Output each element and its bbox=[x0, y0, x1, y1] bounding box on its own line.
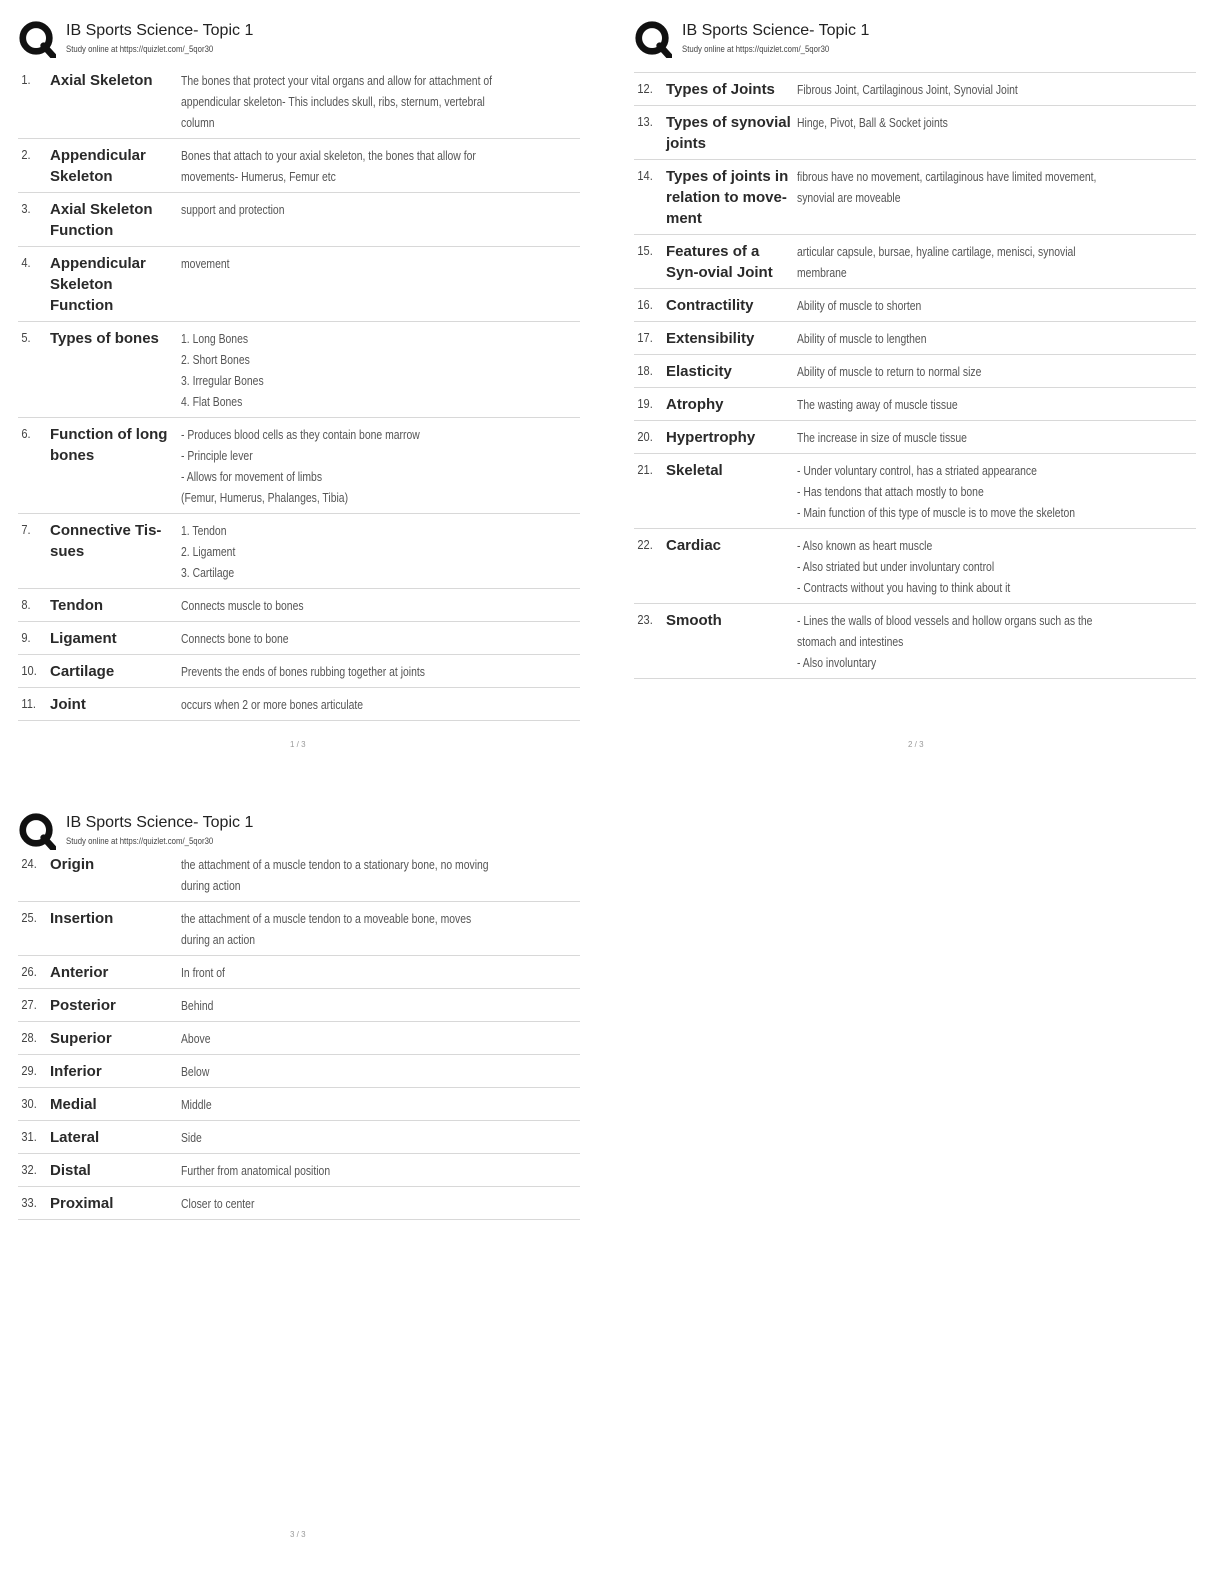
quizlet-q-icon bbox=[18, 812, 56, 850]
term-row bbox=[18, 514, 580, 589]
term-row bbox=[634, 529, 1196, 604]
term-row bbox=[18, 848, 580, 902]
term-definition: - Under voluntary control, has a striated appearance - Has tendons that attach mostly to bone - Main function of this type of muscle is to move the skeleton bbox=[797, 463, 1076, 520]
term-label: Axial Skeleton Function bbox=[50, 201, 153, 239]
term-label: Anterior bbox=[50, 964, 109, 981]
study-link[interactable]: Study online at https://quizlet.com/_5qor30 bbox=[66, 836, 214, 847]
term-number: 7. bbox=[21, 522, 31, 537]
term-row bbox=[18, 193, 580, 247]
term-definition: The bones that protect your vital organs and allow for attachment of appendicular skeleton- This includes skull, ribs, sternum, vertebral column bbox=[181, 73, 493, 130]
term-number: 20. bbox=[637, 429, 653, 444]
term-definition: movement bbox=[181, 256, 230, 271]
term-number: 3. bbox=[21, 201, 31, 216]
page-header bbox=[18, 810, 580, 856]
term-number: 23. bbox=[637, 612, 653, 627]
term-number: 2. bbox=[21, 147, 31, 162]
term-row bbox=[634, 289, 1196, 322]
term-definition: Behind bbox=[181, 998, 214, 1013]
term-row bbox=[634, 604, 1196, 679]
term-definition: Closer to center bbox=[181, 1196, 255, 1211]
term-row bbox=[634, 388, 1196, 421]
term-row bbox=[18, 655, 580, 688]
term-label: Types of Joints bbox=[666, 81, 775, 98]
page-1 bbox=[18, 18, 580, 721]
term-number: 17. bbox=[637, 330, 653, 345]
term-label: Connective Tis-sues bbox=[50, 522, 162, 560]
study-link[interactable]: Study online at https://quizlet.com/_5qor30 bbox=[682, 44, 830, 55]
term-number: 26. bbox=[21, 964, 37, 979]
term-number: 5. bbox=[21, 330, 31, 345]
term-number: 21. bbox=[637, 462, 653, 477]
page-title: IB Sports Science- Topic 1 bbox=[682, 22, 870, 39]
term-row bbox=[634, 355, 1196, 388]
term-label: Types of bones bbox=[50, 330, 159, 347]
term-definition: 1. Long Bones 2. Short Bones 3. Irregular Bones 4. Flat Bones bbox=[181, 331, 264, 409]
term-number: 18. bbox=[637, 363, 653, 378]
term-number: 16. bbox=[637, 297, 653, 312]
term-row bbox=[18, 1121, 580, 1154]
term-number: 27. bbox=[21, 997, 37, 1012]
term-list bbox=[18, 848, 580, 1220]
page-title: IB Sports Science- Topic 1 bbox=[66, 22, 254, 39]
term-label: Features of a Syn-ovial Joint bbox=[666, 243, 773, 281]
term-number: 29. bbox=[21, 1063, 37, 1078]
term-row bbox=[634, 454, 1196, 529]
term-row bbox=[18, 688, 580, 721]
term-row bbox=[634, 73, 1196, 106]
term-label: Origin bbox=[50, 856, 95, 873]
term-label: Contractility bbox=[666, 297, 754, 314]
term-row bbox=[18, 418, 580, 514]
term-definition: In front of bbox=[181, 965, 225, 980]
term-definition: Side bbox=[181, 1130, 202, 1145]
term-row bbox=[18, 1022, 580, 1055]
term-row bbox=[634, 106, 1196, 160]
term-definition: Middle bbox=[181, 1097, 212, 1112]
term-definition: occurs when 2 or more bones articulate bbox=[181, 697, 364, 712]
term-row bbox=[18, 902, 580, 956]
term-number: 28. bbox=[21, 1030, 37, 1045]
term-label: Extensibility bbox=[666, 330, 755, 347]
term-definition: the attachment of a muscle tendon to a moveable bone, moves during an action bbox=[181, 911, 472, 947]
term-row bbox=[634, 322, 1196, 355]
term-definition: Above bbox=[181, 1031, 211, 1046]
term-number: 32. bbox=[21, 1162, 37, 1177]
page-header bbox=[634, 18, 1196, 64]
term-number: 6. bbox=[21, 426, 31, 441]
term-number: 31. bbox=[21, 1129, 37, 1144]
term-label: Appendicular Skeleton bbox=[50, 147, 146, 185]
term-definition: Ability of muscle to lengthen bbox=[797, 331, 927, 346]
term-label: Joint bbox=[50, 696, 86, 713]
term-number: 24. bbox=[21, 856, 37, 871]
term-number: 14. bbox=[637, 168, 653, 183]
term-label: Elasticity bbox=[666, 363, 732, 380]
term-label: Superior bbox=[50, 1030, 112, 1047]
term-label: Cardiac bbox=[666, 537, 722, 554]
term-definition: 1. Tendon 2. Ligament 3. Cartilage bbox=[181, 523, 236, 580]
term-definition: - Also known as heart muscle - Also striated but under involuntary control - Contracts without you having to think about it bbox=[797, 538, 1011, 595]
term-number: 25. bbox=[21, 910, 37, 925]
term-definition: Prevents the ends of bones rubbing together at joints bbox=[181, 664, 425, 679]
term-label: Proximal bbox=[50, 1195, 114, 1212]
term-definition: The wasting away of muscle tissue bbox=[797, 397, 958, 412]
term-definition: - Produces blood cells as they contain bone marrow - Principle lever - Allows for movement of limbs (Femur, Humerus, Phalanges, Tibia) bbox=[181, 427, 420, 505]
term-label: Axial Skeleton bbox=[50, 72, 153, 89]
page-3 bbox=[18, 810, 580, 1220]
term-row bbox=[634, 235, 1196, 289]
term-row bbox=[18, 989, 580, 1022]
term-row bbox=[18, 1055, 580, 1088]
term-label: Types of synovial joints bbox=[666, 114, 791, 152]
term-number: 9. bbox=[21, 630, 31, 645]
page-number: 3 / 3 bbox=[290, 1530, 306, 1539]
term-label: Distal bbox=[50, 1162, 91, 1179]
term-definition: articular capsule, bursae, hyaline cartilage, menisci, synovial membrane bbox=[797, 244, 1076, 280]
term-number: 10. bbox=[21, 663, 37, 678]
term-row bbox=[18, 1154, 580, 1187]
term-row bbox=[18, 622, 580, 655]
term-list bbox=[634, 72, 1196, 679]
term-number: 30. bbox=[21, 1096, 37, 1111]
term-row bbox=[18, 1088, 580, 1121]
term-definition: - Lines the walls of blood vessels and hollow organs such as the stomach and intestines - Also involuntary bbox=[797, 613, 1093, 670]
term-number: 12. bbox=[637, 81, 653, 96]
study-link[interactable]: Study online at https://quizlet.com/_5qor30 bbox=[66, 44, 214, 55]
term-definition: Hinge, Pivot, Ball & Socket joints bbox=[797, 115, 948, 130]
term-row bbox=[18, 589, 580, 622]
term-row bbox=[18, 956, 580, 989]
term-label: Cartilage bbox=[50, 663, 115, 680]
term-definition: the attachment of a muscle tendon to a stationary bone, no moving during action bbox=[181, 857, 489, 893]
term-row bbox=[18, 1187, 580, 1220]
term-label: Tendon bbox=[50, 597, 104, 614]
term-label: Skeletal bbox=[666, 462, 723, 479]
term-row bbox=[18, 139, 580, 193]
term-definition: fibrous have no movement, cartilaginous have limited movement, synovial are moveable bbox=[797, 169, 1097, 205]
term-label: Ligament bbox=[50, 630, 117, 647]
term-number: 33. bbox=[21, 1195, 37, 1210]
term-row bbox=[634, 421, 1196, 454]
term-label: Smooth bbox=[666, 612, 722, 629]
term-label: Appendicular Skeleton Function bbox=[50, 255, 146, 314]
term-label: Atrophy bbox=[666, 396, 724, 413]
term-row bbox=[18, 322, 580, 418]
term-number: 4. bbox=[21, 255, 31, 270]
term-list bbox=[18, 64, 580, 721]
quizlet-q-icon bbox=[18, 20, 56, 58]
term-label: Hypertrophy bbox=[666, 429, 756, 446]
term-label: Types of joints in relation to move-ment bbox=[666, 168, 789, 227]
term-number: 15. bbox=[637, 243, 653, 258]
page-2 bbox=[634, 18, 1196, 679]
term-number: 13. bbox=[637, 114, 653, 129]
term-number: 8. bbox=[21, 597, 31, 612]
term-row bbox=[18, 64, 580, 139]
page-number: 1 / 3 bbox=[290, 740, 306, 749]
page-number: 2 / 3 bbox=[908, 740, 924, 749]
term-definition: The increase in size of muscle tissue bbox=[797, 430, 967, 445]
page-header bbox=[18, 18, 580, 64]
term-definition: Fibrous Joint, Cartilaginous Joint, Synovial Joint bbox=[797, 82, 1018, 97]
term-row bbox=[634, 160, 1196, 235]
term-row bbox=[18, 247, 580, 322]
term-definition: Below bbox=[181, 1064, 210, 1079]
term-definition: support and protection bbox=[181, 202, 285, 217]
term-label: Medial bbox=[50, 1096, 97, 1113]
term-number: 11. bbox=[21, 696, 36, 711]
term-label: Posterior bbox=[50, 997, 116, 1014]
term-number: 22. bbox=[637, 537, 653, 552]
term-label: Inferior bbox=[50, 1063, 102, 1080]
term-number: 1. bbox=[21, 72, 31, 87]
term-definition: Further from anatomical position bbox=[181, 1163, 331, 1178]
term-definition: Connects muscle to bones bbox=[181, 598, 304, 613]
page-title: IB Sports Science- Topic 1 bbox=[66, 814, 254, 831]
term-definition: Connects bone to bone bbox=[181, 631, 289, 646]
term-definition: Ability of muscle to shorten bbox=[797, 298, 922, 313]
term-label: Function of long bones bbox=[50, 426, 168, 464]
quizlet-q-icon bbox=[634, 20, 672, 58]
term-definition: Ability of muscle to return to normal size bbox=[797, 364, 982, 379]
term-label: Insertion bbox=[50, 910, 114, 927]
term-number: 19. bbox=[637, 396, 653, 411]
term-definition: Bones that attach to your axial skeleton, the bones that allow for movements- Humerus, Femur etc bbox=[181, 148, 476, 184]
term-label: Lateral bbox=[50, 1129, 100, 1146]
